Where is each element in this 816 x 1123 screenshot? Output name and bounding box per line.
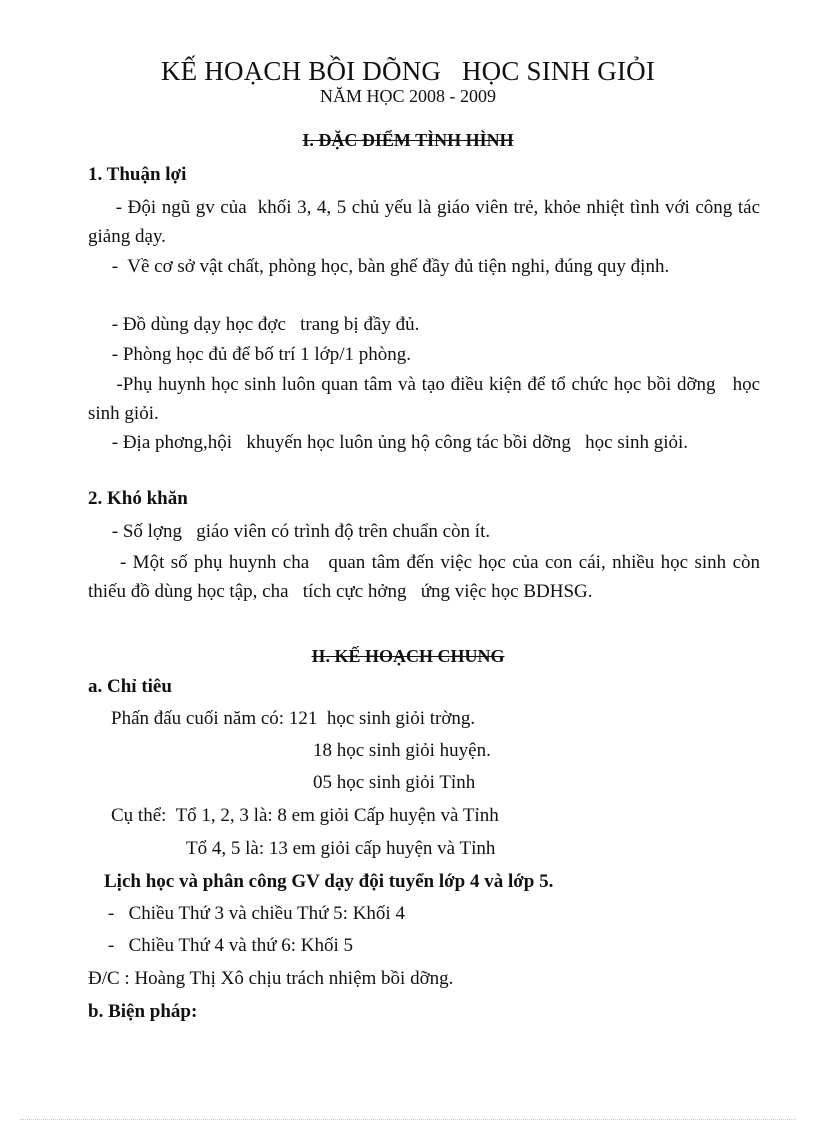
responsible-line: Đ/C : Hoàng Thị Xô chịu trách nhiệm bồi dỡng. <box>88 968 454 989</box>
heading-difficulties: 2. Khó khăn <box>88 488 188 509</box>
detail-line: Cụ thể: Tổ 1, 2, 3 là: 8 em giỏi Cấp huyện và Tỉnh <box>111 805 499 826</box>
detail-line: Tổ 4, 5 là: 13 em giỏi cấp huyện và Tỉnh <box>186 838 496 859</box>
schedule-item: - Chiều Thứ 4 và thứ 6: Khối 5 <box>108 935 354 956</box>
paragraph: -Phụ huynh học sinh luôn quan tâm và tạo điều kiện để tổ chức học bồi dỡng học sinh giỏi. <box>88 374 765 424</box>
paragraph: - Đồ dùng dạy học đợc trang bị đầy đủ. <box>88 314 420 335</box>
target-line: Phấn đấu cuối năm có: 121 học sinh giỏi trờng. <box>111 708 476 729</box>
paragraph: - Số lợng giáo viên có trình độ trên chuẩn còn ít. <box>88 521 491 542</box>
schedule-heading: Lịch học và phân công GV dạy đội tuyển lớp 4 và lớp 5. <box>104 871 554 892</box>
page-bottom-rule <box>20 1119 796 1120</box>
target-line: 18 học sinh giỏi huyện. <box>313 740 491 761</box>
paragraph: - Phòng học đủ để bố trí 1 lớp/1 phòng. <box>88 344 411 365</box>
paragraph: - Một số phụ huynh cha quan tâm đến việc học của con cái, nhiều học sinh còn thiếu đồ dùng học tập, cha tích cực hởng ứng việc học BDHSG. <box>88 552 765 602</box>
target-line: 05 học sinh giỏi Tỉnh <box>313 772 476 793</box>
paragraph: - Đội ngũ gv của khối 3, 4, 5 chủ yếu là giáo viên trẻ, khỏe nhiệt tình với công tác giảng dạy. <box>88 197 765 247</box>
heading-measures: b. Biện pháp: <box>88 1001 198 1022</box>
heading-advantages: 1. Thuận lợi <box>88 164 187 185</box>
section-heading-situation: I. ĐẶC ĐIỂM TÌNH HÌNH <box>302 130 514 150</box>
document-title: KẾ HOẠCH BỒI DÕNG HỌC SINH GIỎI <box>160 56 656 86</box>
schedule-item: - Chiều Thứ 3 và chiều Thứ 5: Khối 4 <box>108 903 405 924</box>
heading-targets: a. Chỉ tiêu <box>88 676 172 697</box>
section-heading-general-plan: II. KẾ HOẠCH CHUNG <box>311 646 505 666</box>
paragraph: - Về cơ sở vật chất, phòng học, bàn ghế đầy đủ tiện nghi, đúng quy định. <box>88 256 670 277</box>
document-subtitle: NĂM HỌC 2008 - 2009 <box>319 86 496 106</box>
paragraph: - Địa phơng,hội khuyến học luôn ủng hộ công tác bồi dỡng học sinh giỏi. <box>88 432 689 453</box>
